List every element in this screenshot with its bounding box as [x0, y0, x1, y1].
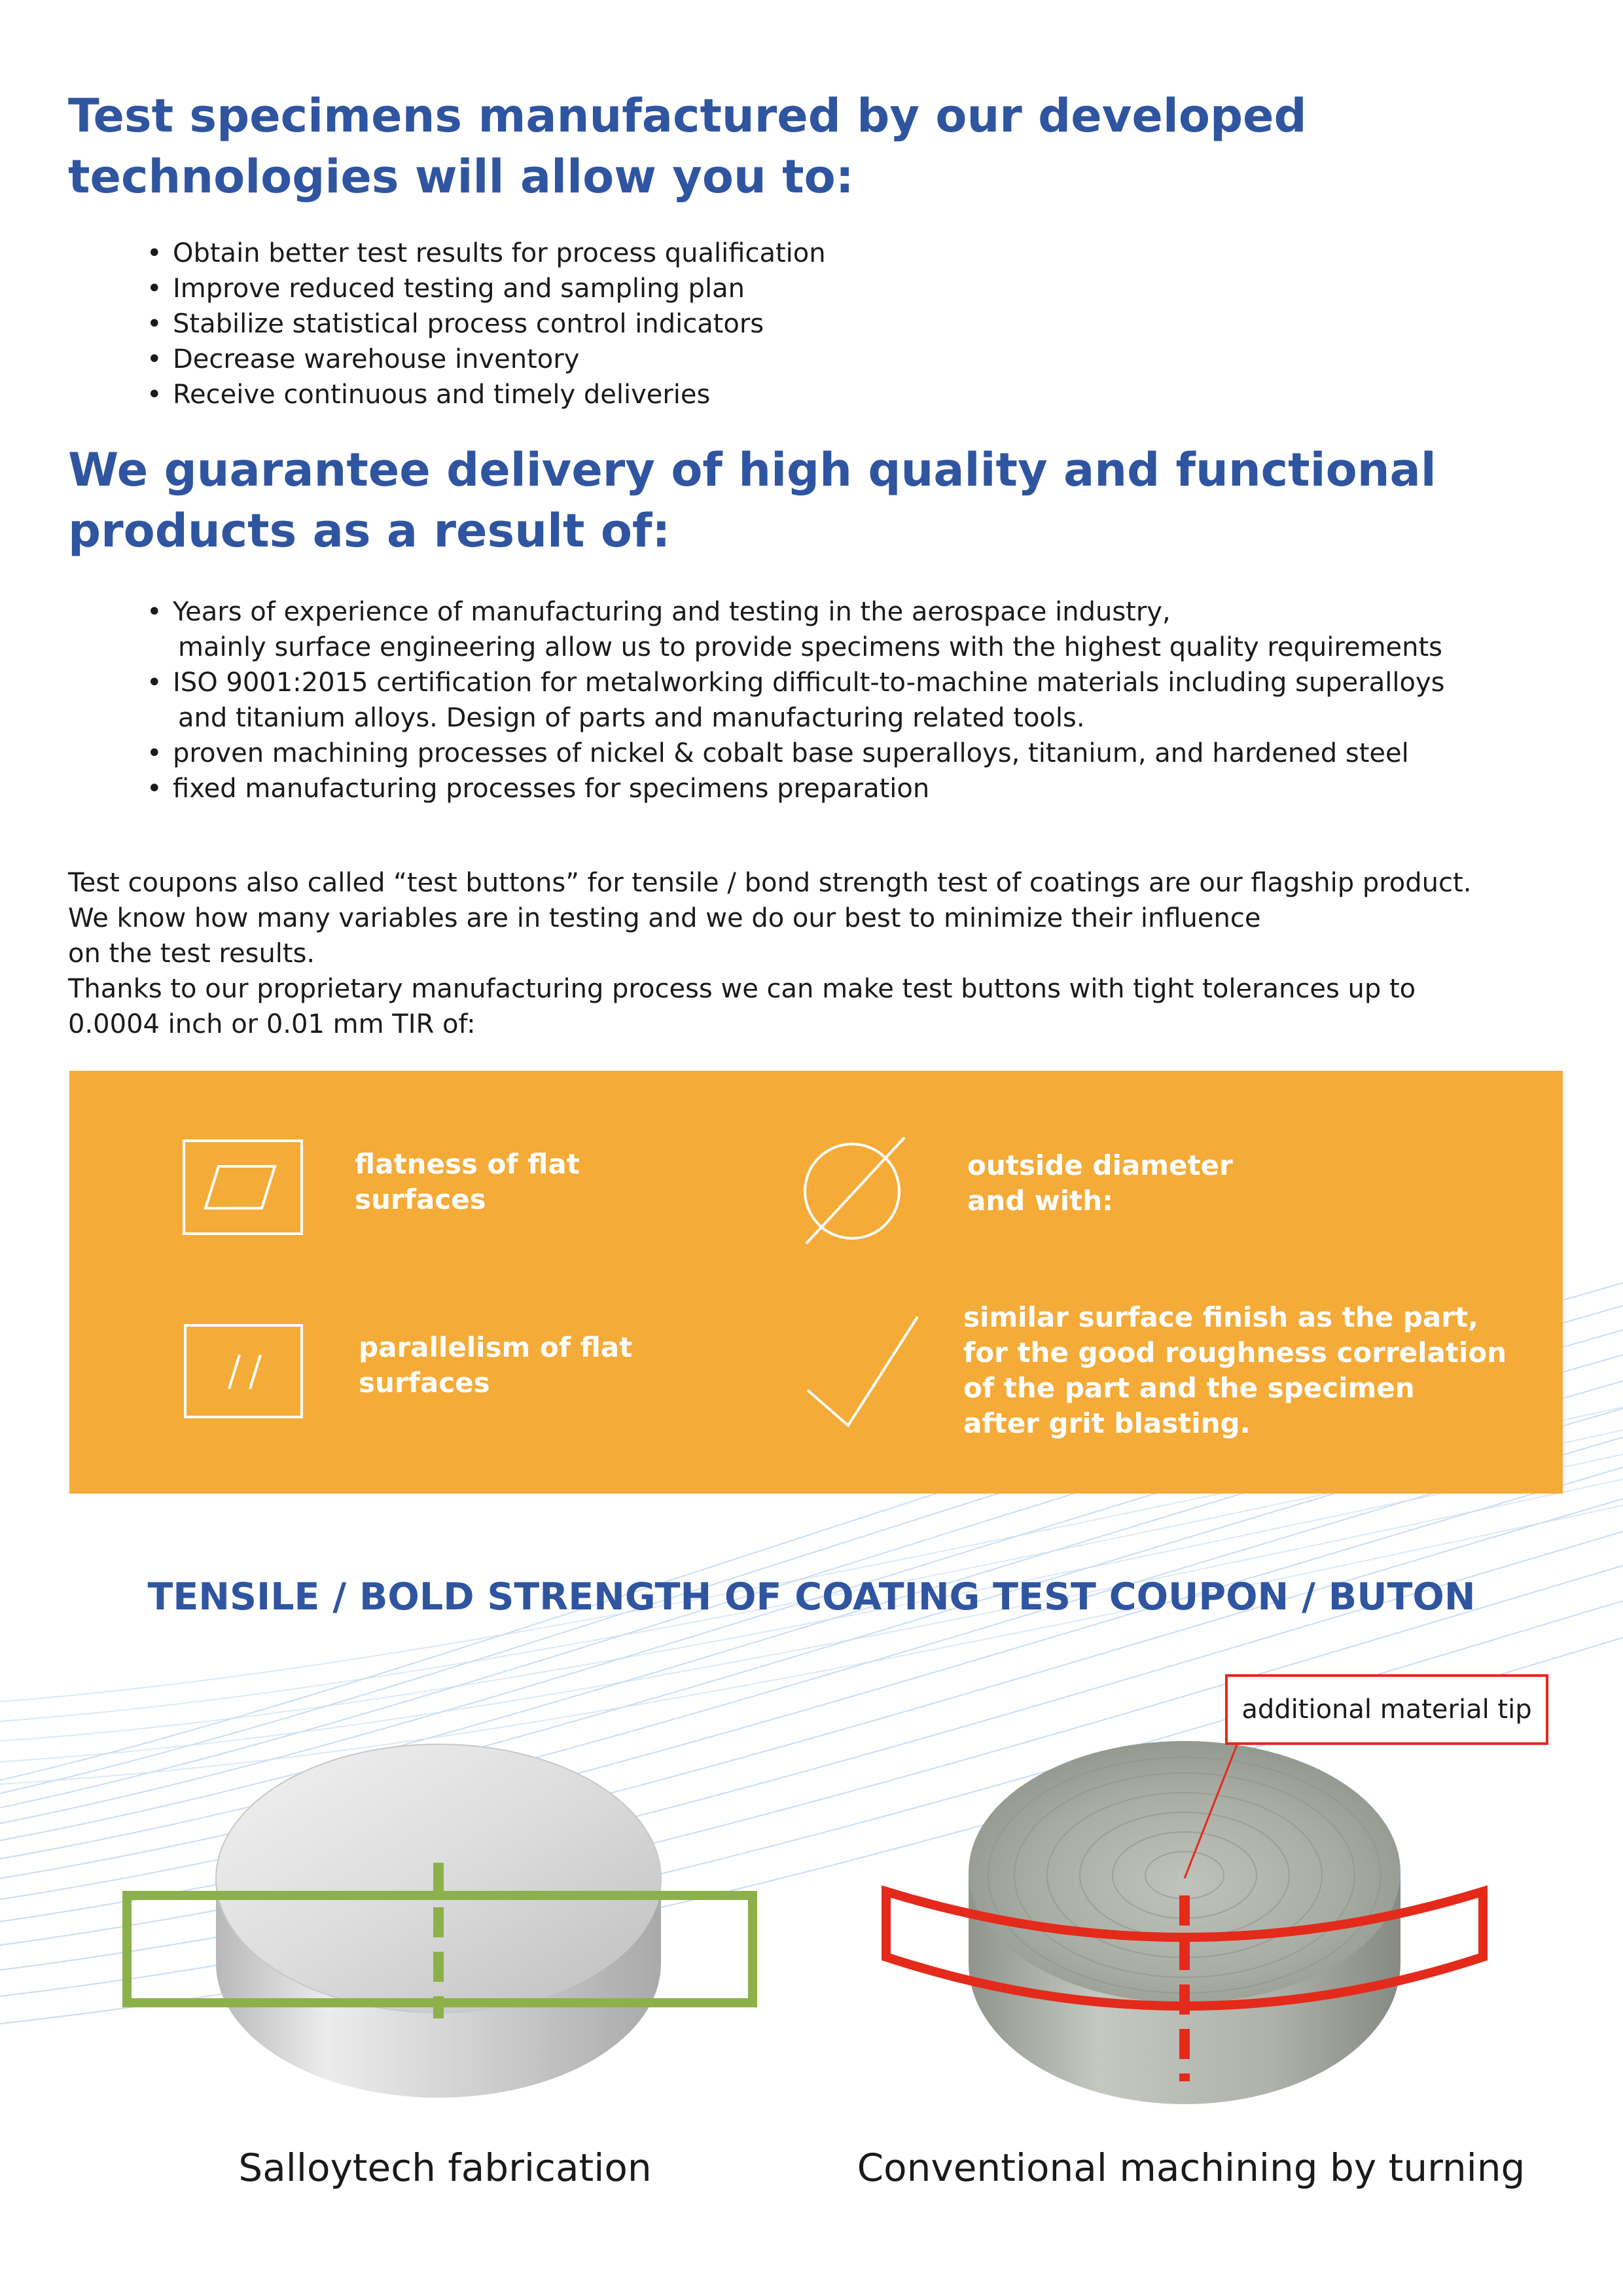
finish-label-line4: after grit blasting. — [963, 1407, 1251, 1439]
paragraph-line: on the test results. — [68, 939, 315, 969]
description-paragraph — [68, 865, 1573, 1042]
list-item: • Improve reduced testing and sampling plan — [145, 271, 826, 306]
list-item-line: proven machining processes of nickel & cobalt base superalloys, titanium, and hardened steel — [173, 738, 1409, 768]
benefits-list — [145, 236, 826, 412]
intro-heading-line1: Test specimens manufactured by our developed — [68, 89, 1307, 143]
list-item — [145, 736, 1585, 771]
material-tip-callout: additional material tip — [1225, 1674, 1548, 1745]
parallelism-label-line2: surfaces — [359, 1367, 490, 1399]
paragraph-line: We know how many variables are in testing and we do our best to minimize their influence — [68, 903, 1261, 933]
flatness-label-line2: surfaces — [355, 1183, 486, 1215]
salloytech-coupon-figure — [111, 1741, 779, 2134]
list-item — [145, 594, 1585, 665]
list-item: • Receive continuous and timely deliveries — [145, 377, 826, 412]
tolerances-panel — [69, 1071, 1563, 1494]
finish-label — [963, 1300, 1507, 1441]
finish-label-line2: for the good roughness correlation — [963, 1336, 1507, 1369]
diameter-label-line1: outside diameter — [967, 1149, 1233, 1181]
list-item: • Obtain better test results for process qualification — [145, 236, 826, 271]
conventional-coupon-figure — [870, 1741, 1525, 2134]
finish-label-line1: similar surface finish as the part, — [963, 1301, 1479, 1333]
list-item-line: and titanium alloys. Design of parts and manufacturing related tools. — [178, 703, 1085, 733]
diameter-label-line2: and with: — [967, 1185, 1113, 1217]
paragraph-line: Thanks to our proprietary manufacturing process we can make test buttons with tight tolerances up to — [68, 974, 1416, 1004]
list-item-line: ISO 9001:2015 certification for metalworking difficult-to-machine materials including superalloys — [173, 668, 1445, 698]
checkmark-icon — [804, 1313, 921, 1428]
finish-label-line3: of the part and the specimen — [963, 1372, 1415, 1404]
guarantee-heading-line1: We guarantee delivery of high quality and functional — [68, 443, 1436, 497]
flatness-label — [355, 1147, 580, 1217]
diameter-label — [967, 1148, 1233, 1219]
list-item — [145, 771, 1585, 806]
guarantee-heading-line2: products as a result of: — [68, 504, 671, 558]
flatness-label-line1: flatness of flat — [355, 1148, 580, 1180]
salloytech-caption: Salloytech fabrication — [238, 2145, 652, 2190]
list-item-line: Years of experience of manufacturing and testing in the aerospace industry, — [173, 597, 1171, 627]
list-item-line: mainly surface engineering allow us to provide specimens with the highest quality requirements — [178, 632, 1443, 662]
guarantee-heading — [68, 440, 1573, 562]
diameter-icon — [796, 1134, 911, 1249]
conventional-caption: Conventional machining by turning — [857, 2145, 1525, 2190]
list-item: • Decrease warehouse inventory — [145, 342, 826, 377]
paragraph-line: Test coupons also called “test buttons” for tensile / bond strength test of coatings are our flagship product. — [68, 868, 1472, 898]
list-item: • Stabilize statistical process control indicators — [145, 306, 826, 342]
parallelism-label-line1: parallelism of flat — [359, 1331, 633, 1363]
parallelism-icon — [183, 1323, 304, 1419]
list-item — [145, 665, 1585, 736]
paragraph-line: 0.0004 inch or 0.01 mm TIR of: — [68, 1009, 476, 1039]
parallelism-label — [359, 1330, 632, 1401]
guarantee-list — [145, 594, 1585, 806]
list-item-line: fixed manufacturing processes for specimens preparation — [173, 774, 930, 804]
intro-heading-line2: technologies will allow you to: — [68, 150, 854, 204]
flatness-icon — [182, 1139, 304, 1236]
intro-heading — [68, 86, 1508, 207]
comparison-title: TENSILE / BOLD STRENGTH OF COATING TEST COUPON / BUTON — [147, 1575, 1476, 1619]
